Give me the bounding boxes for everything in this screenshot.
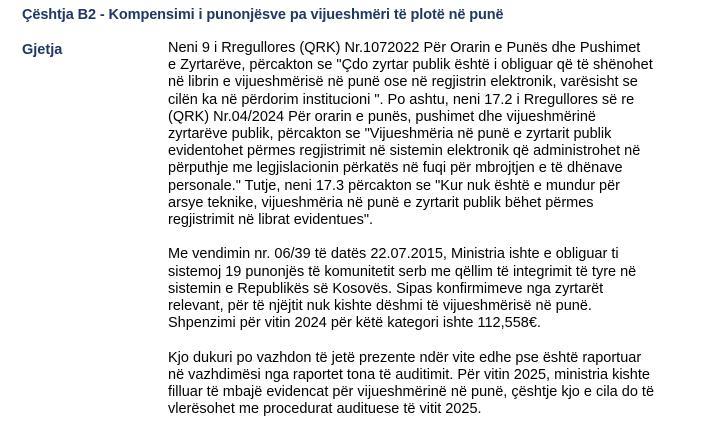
text-line: përputhje me legjislacionin përkatës në fuqi për mbrojtjen e të dhënave — [168, 160, 623, 177]
text-line: evidentohet përmes regjistrimit në sistemin elektronik që administrohet në — [168, 143, 641, 160]
text-line: Shpenzimi për vitin 2024 për këtë kategori ishte 112,558€. — [168, 315, 541, 332]
text-line: në vazhdimësi nga raportet tona të auditimit. Për vitin 2025, ministria kishte — [168, 366, 650, 383]
text-line: arsye teknike, vijueshmëria në punë e zyrtarit publik bëhet përmes — [168, 194, 594, 211]
paragraph-conclusion — [168, 350, 698, 419]
text-line: filluar të mbajë evidencat për vijueshmërinë në punë, çështje kjo e cila do të — [168, 384, 655, 401]
paragraph-decision — [168, 246, 698, 332]
paragraph-legal-basis — [168, 40, 698, 229]
text-line: Neni 9 i Rregullores (QRK) Nr.1072022 Për Orarin e Punës dhe Pushimet — [168, 40, 641, 56]
text-line: Me vendimin nr. 06/39 të datës 22.07.2015, Ministria ishte e obliguar ti — [168, 246, 619, 263]
text-line: relevant, për të njëjtit nuk kishte dëshmi të vijueshmërisë në punë. — [168, 298, 592, 315]
text-line: personale." Tutje, neni 17.3 përcakton se "Kur nuk është e mundur për — [168, 177, 621, 194]
text-line: Kjo dukuri po vazhdon të jetë prezente ndër vite edhe pse është raportuar — [168, 349, 642, 366]
text-line: cilën ka në përdorim institucioni ". Po ashtu, neni 17.2 i Rregullores së re — [168, 91, 635, 108]
text-line: në librin e vijueshmërisë në punë ose në regjistrin elektronik, varësisht se — [168, 74, 638, 91]
finding-label: Gjetja — [22, 42, 63, 58]
text-line: vlerësohet me procedurat audituese të vitit 2025. — [168, 401, 482, 418]
finding-body — [168, 40, 698, 436]
issue-heading: Çështja B2 - Kompensimi i punonjësve pa vijueshmëri të plotë në punë — [22, 7, 504, 23]
text-line: regjistrimit në librat evidentues". — [168, 212, 374, 229]
text-line: zyrtarëve publik, përcakton se "Vijueshmëria në punë e zyrtarit publik — [168, 126, 612, 143]
text-line: (QRK) Nr.04/2024 Për orarin e punës, pushimet dhe vijueshmërinë — [168, 108, 596, 125]
text-line: sistemin e Republikës së Kosovës. Sipas konfirmimeve nga zyrtarët — [168, 280, 604, 297]
text-line: e Zyrtarëve, përcakton se "Çdo zyrtar publik është i obliguar që të shënohet — [168, 57, 653, 74]
text-line: sistemoj 19 punonjës të komunitetit serb me qëllim të integrimit të tyre në — [168, 263, 637, 280]
